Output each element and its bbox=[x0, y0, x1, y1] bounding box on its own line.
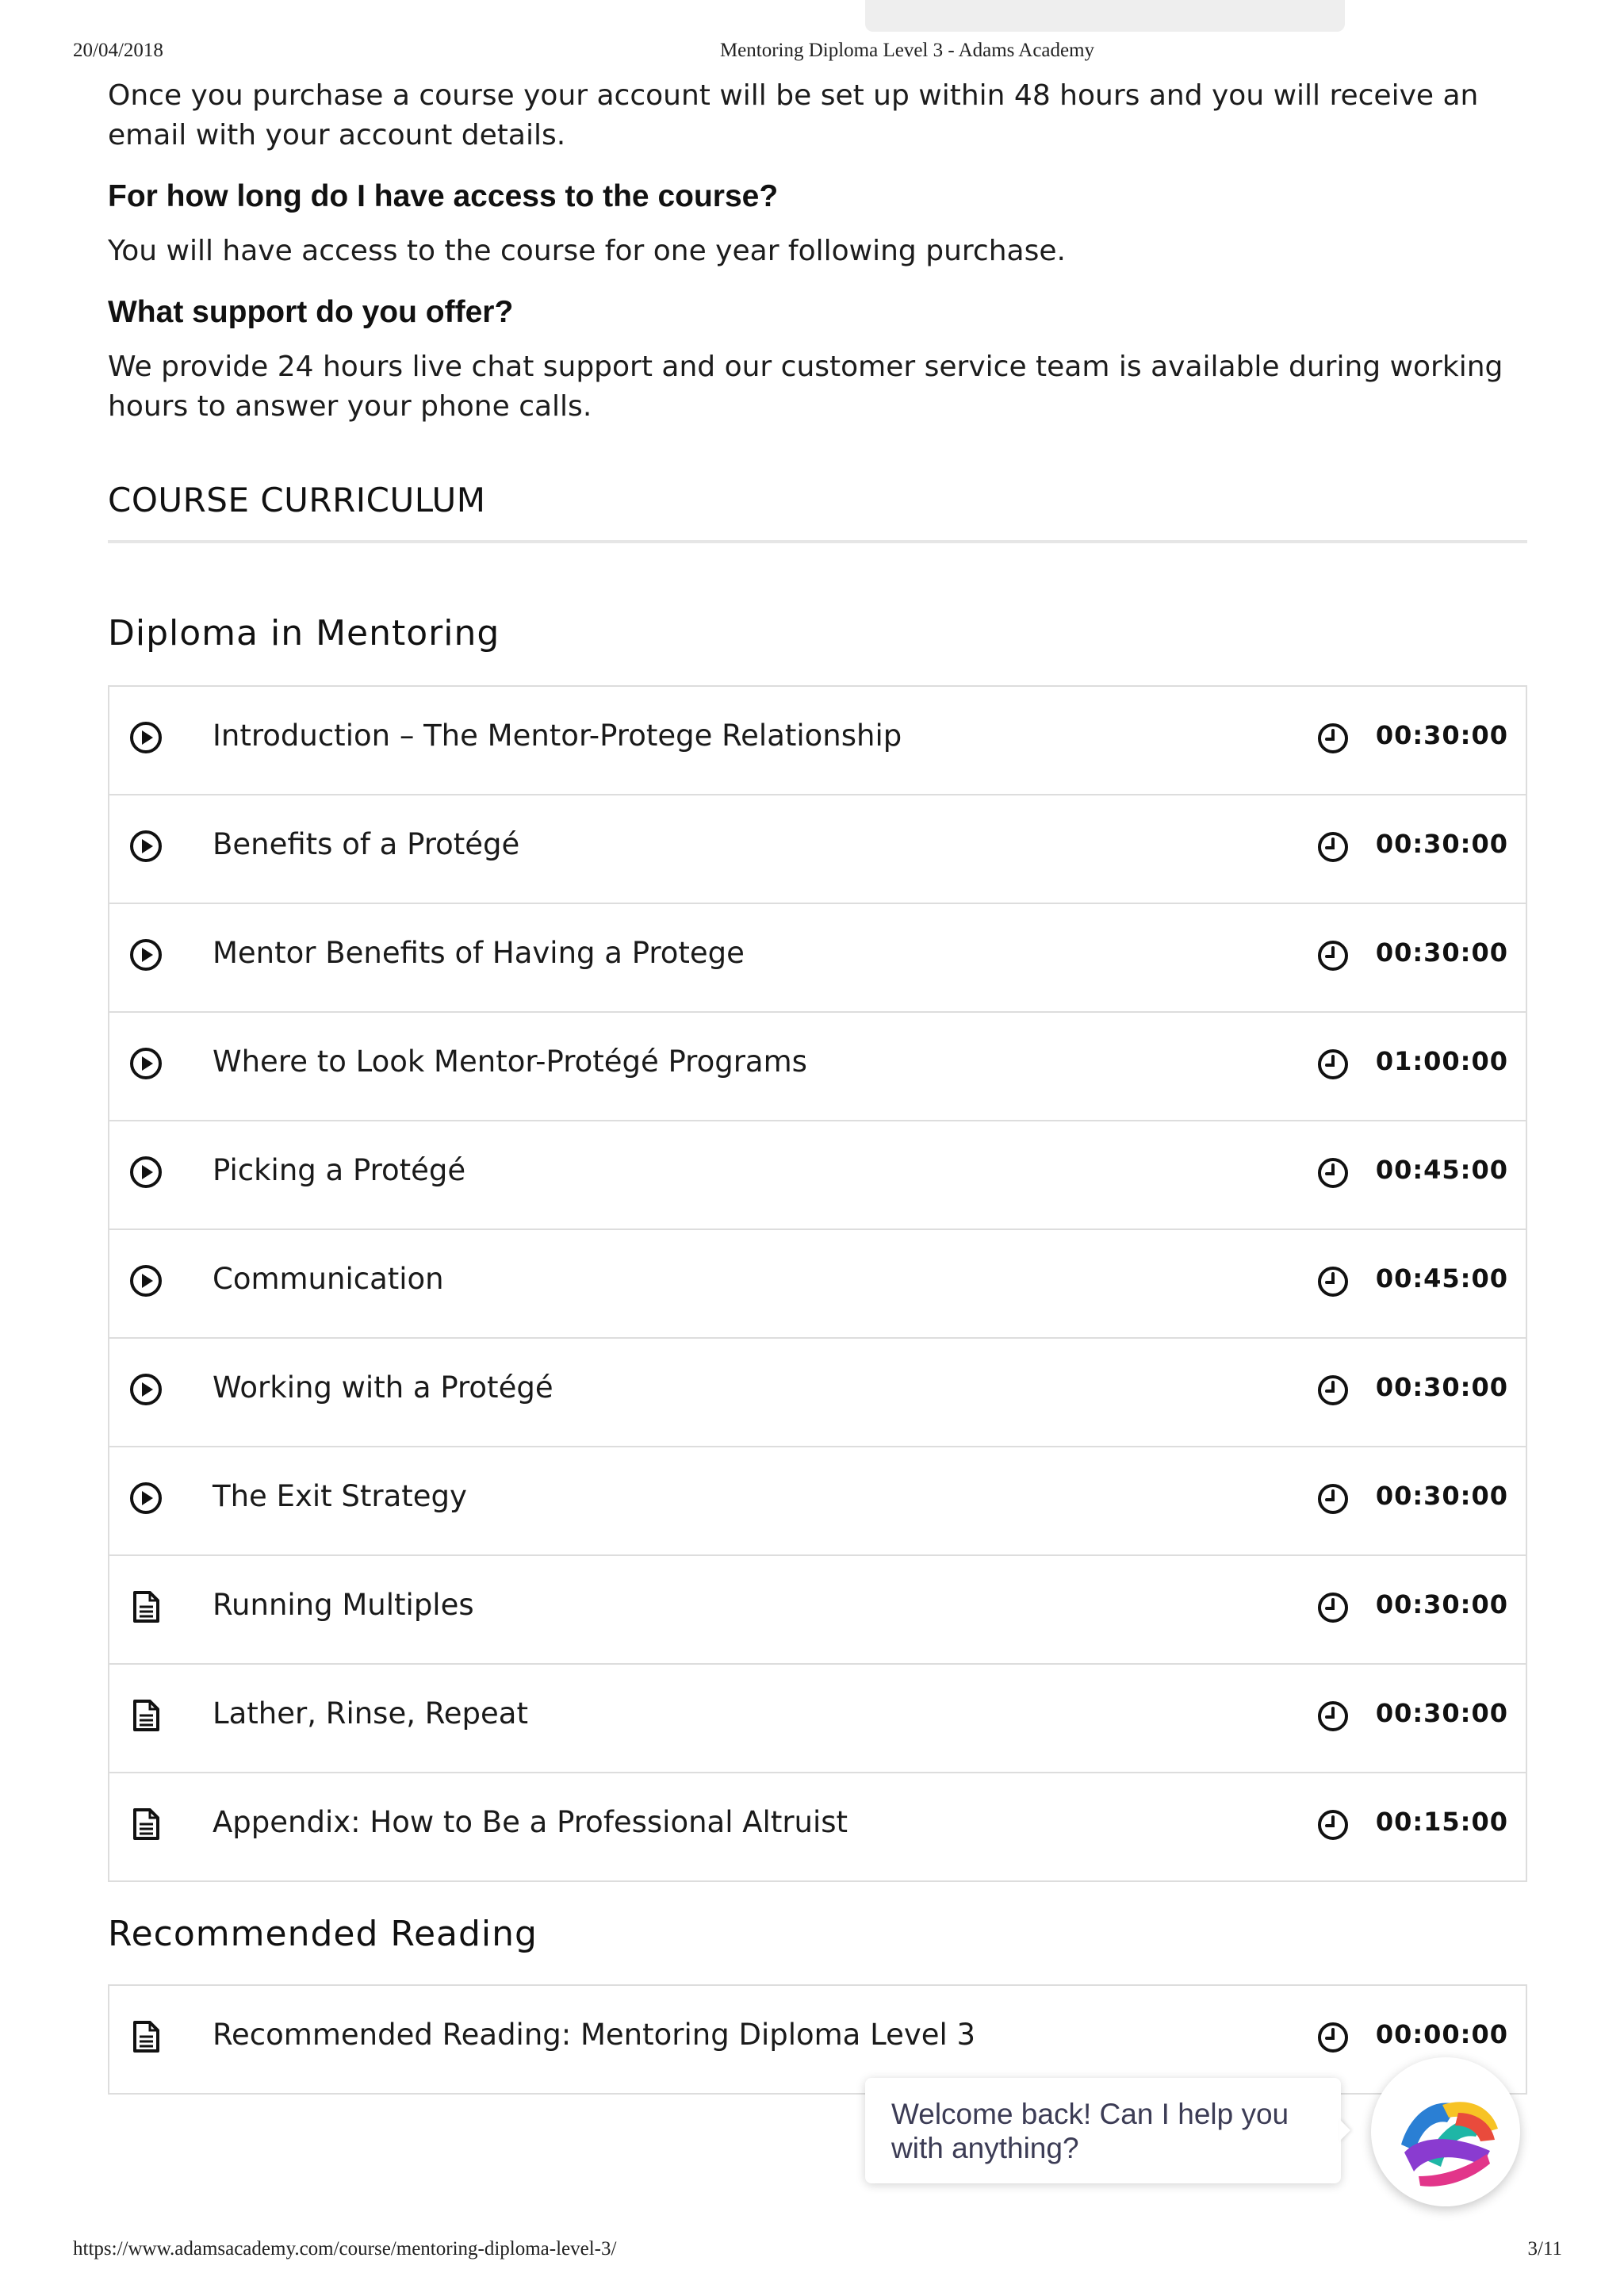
section-title: Diploma in Mentoring bbox=[108, 613, 500, 654]
faq-question: For how long do I have access to the course? bbox=[108, 179, 779, 213]
clock-icon bbox=[1316, 1700, 1350, 1733]
lesson-row[interactable] bbox=[109, 1773, 1526, 1882]
clock-icon bbox=[1316, 1156, 1350, 1190]
chat-bubble[interactable] bbox=[865, 2078, 1341, 2183]
lesson-row[interactable] bbox=[109, 1556, 1526, 1665]
clock-icon bbox=[1316, 1808, 1350, 1842]
clock-icon bbox=[1316, 2021, 1350, 2054]
clock-icon bbox=[1316, 1591, 1350, 1624]
print-page-number: 3/11 bbox=[1527, 2238, 1562, 2260]
lesson-duration: 00:00:00 bbox=[1375, 2019, 1508, 2049]
top-overlay-tab bbox=[865, 0, 1345, 32]
clock-icon bbox=[1316, 1374, 1350, 1407]
lesson-duration: 00:45:00 bbox=[1375, 1155, 1508, 1185]
document-icon bbox=[128, 1589, 163, 1624]
chat-message: Welcome back! Can I help you with anything? bbox=[891, 2098, 1289, 2164]
clock-icon bbox=[1316, 830, 1350, 864]
lesson-duration: 00:30:00 bbox=[1375, 1589, 1508, 1619]
lesson-title[interactable]: Running Multiples bbox=[213, 1588, 474, 1622]
document-icon bbox=[128, 2019, 163, 2054]
clock-icon bbox=[1316, 1265, 1350, 1298]
lesson-row[interactable] bbox=[109, 687, 1526, 795]
lesson-list bbox=[108, 685, 1527, 1882]
lesson-row[interactable] bbox=[109, 1339, 1526, 1447]
clock-icon bbox=[1316, 939, 1350, 972]
lesson-title[interactable]: Mentor Benefits of Having a Protege bbox=[213, 936, 745, 970]
clock-icon bbox=[1316, 1482, 1350, 1516]
lesson-duration: 00:30:00 bbox=[1375, 1372, 1508, 1402]
chat-logo-icon bbox=[1371, 2057, 1520, 2206]
lesson-title[interactable]: The Exit Strategy bbox=[213, 1479, 467, 1513]
lesson-row[interactable] bbox=[109, 1230, 1526, 1339]
lesson-duration: 01:00:00 bbox=[1375, 1046, 1508, 1076]
section-title: Recommended Reading bbox=[108, 1914, 538, 1954]
divider bbox=[108, 540, 1527, 543]
lesson-duration: 00:30:00 bbox=[1375, 1481, 1508, 1511]
faq-intro: Once you purchase a course your account will be set up within 48 hours and you will receive an email with your account details. bbox=[108, 79, 1479, 151]
lesson-row[interactable] bbox=[109, 795, 1526, 904]
lesson-duration: 00:30:00 bbox=[1375, 829, 1508, 859]
lesson-row[interactable] bbox=[109, 1665, 1526, 1773]
lesson-row[interactable] bbox=[109, 1121, 1526, 1230]
faq-answer: You will have access to the course for one year following purchase. bbox=[108, 235, 1066, 267]
chat-launcher-button[interactable] bbox=[1371, 2057, 1520, 2206]
lesson-title[interactable]: Lather, Rinse, Repeat bbox=[213, 1696, 528, 1731]
main-content bbox=[108, 75, 1527, 2095]
curriculum-heading: COURSE CURRICULUM bbox=[108, 481, 486, 519]
lesson-title[interactable]: Benefits of a Protégé bbox=[213, 827, 520, 861]
print-url: https://www.adamsacademy.com/course/mentoring-diploma-level-3/ bbox=[73, 2238, 617, 2260]
play-circle-icon bbox=[128, 1263, 163, 1298]
faq-answer: We provide 24 hours live chat support and our customer service team is available during working hours to answer your phone calls. bbox=[108, 351, 1503, 423]
lesson-title[interactable]: Where to Look Mentor-Protégé Programs bbox=[213, 1045, 807, 1079]
print-title: Mentoring Diploma Level 3 - Adams Academy bbox=[719, 40, 1095, 61]
lesson-row[interactable] bbox=[109, 1447, 1526, 1556]
lesson-title[interactable]: Working with a Protégé bbox=[213, 1370, 553, 1405]
print-header bbox=[0, 40, 1624, 67]
play-circle-icon bbox=[128, 1372, 163, 1407]
lesson-duration: 00:30:00 bbox=[1375, 1698, 1508, 1728]
lesson-title[interactable]: Introduction – The Mentor-Protege Relationship bbox=[213, 719, 902, 753]
document-icon bbox=[128, 1698, 163, 1733]
play-circle-icon bbox=[128, 1046, 163, 1081]
print-footer bbox=[0, 2238, 1624, 2265]
clock-icon bbox=[1316, 1048, 1350, 1081]
document-icon bbox=[128, 1807, 163, 1842]
lesson-row[interactable] bbox=[109, 904, 1526, 1013]
faq-question: What support do you offer? bbox=[108, 295, 514, 329]
lesson-row[interactable] bbox=[109, 1013, 1526, 1121]
play-circle-icon bbox=[128, 937, 163, 972]
play-circle-icon bbox=[128, 720, 163, 755]
lesson-title[interactable]: Communication bbox=[213, 1262, 444, 1296]
lesson-duration: 00:45:00 bbox=[1375, 1263, 1508, 1294]
print-date: 20/04/2018 bbox=[73, 40, 163, 61]
lesson-duration: 00:15:00 bbox=[1375, 1807, 1508, 1837]
play-circle-icon bbox=[128, 829, 163, 864]
lesson-duration: 00:30:00 bbox=[1375, 937, 1508, 968]
clock-icon bbox=[1316, 722, 1350, 755]
lesson-duration: 00:30:00 bbox=[1375, 720, 1508, 750]
play-circle-icon bbox=[128, 1155, 163, 1190]
lesson-title[interactable]: Appendix: How to Be a Professional Altruist bbox=[213, 1805, 848, 1839]
lesson-title[interactable]: Recommended Reading: Mentoring Diploma Level 3 bbox=[213, 2018, 976, 2052]
chat-bubble-pointer bbox=[1339, 2119, 1350, 2141]
lesson-title[interactable]: Picking a Protégé bbox=[213, 1153, 466, 1187]
play-circle-icon bbox=[128, 1481, 163, 1516]
